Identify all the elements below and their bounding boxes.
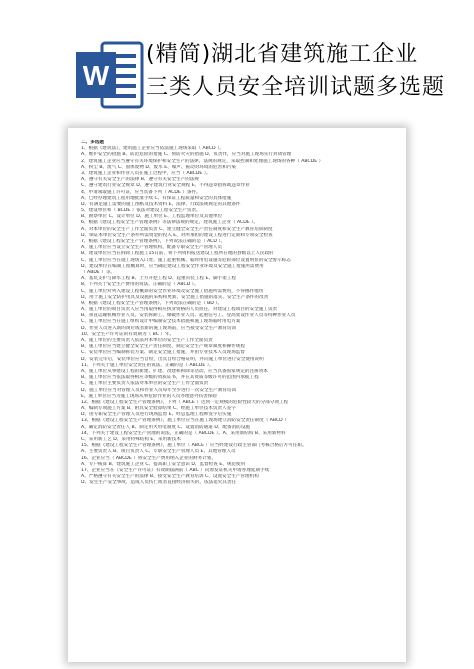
document-line: 3、建筑施工企业和作业人员在施工过程中，应当（ ABCDE ）。 xyxy=(81,170,211,176)
document-line: B、垂直运输机械作业人员、安装拆卸工、爆破作业人员、起重信号工、登高架设作业人员等特种作业人员 xyxy=(81,313,296,319)
document-line: D、由专职安全生产管理人员进行现场监督 E、经总监理工程师签字后实施 xyxy=(81,412,232,418)
document-line: D、有满足施工需要的施工图纸及技术资料 E、法律、行政法规规定的其他条件 xyxy=(81,201,241,207)
document-line: 11、下列关于施工单位安全责任的说法，正确的是（ ABCDE ）。 xyxy=(81,362,214,368)
document-line: D、保证本单位安全生产条件所需资金的投入 E、对所承担的建设工程进行定期和专项安全检查 xyxy=(81,232,273,238)
document-line: A、严格遵守有关安全生产的法律 B、接受安全生产教育培训 C、设置安全生产管理机构 xyxy=(81,474,259,480)
document-line: C、施工单位应当在施工组织设计中编制安全技术措施和施工现场临时用电方案 xyxy=(81,319,241,325)
document-line: D、用于施工安全防护用具及设施的采购和更新、安全施工措施的落实、安全生产条件的改善 xyxy=(81,294,269,300)
document-line: 7、根据《建设工程安全生产管理条例》，下列说法正确的是（ ACD ）。 xyxy=(81,239,226,244)
page-title xyxy=(146,38,445,104)
document-line: 6、根据《建设工程安全生产管理条例》等法律法规的规定，建筑施工企业（ ACDE ）。 xyxy=(81,220,259,226)
section-heading: 二、多选题 xyxy=(81,140,104,145)
document-line: C、施工单位应当在施工现场入口处、施工起重机械、临时用电设施等危险部位设置明显的安全警示标志 xyxy=(81,257,291,263)
document-line: （ ABDE ）等。 xyxy=(81,269,116,275)
document-line: A、维护安全的措施 B、防范危险的措施 C、预防火灾的措施 D、负责作，应当对施工现场实行封闭管理 xyxy=(81,152,292,158)
document-line: 1、根据《建筑法》，建筑施工企业应当依法施工现场采取（ ABCD ）。 xyxy=(81,146,224,152)
document-line: D、安装完毕后，安装单位应当自检，出具自检合格证明，并向施工单位进行安全使用说明 xyxy=(81,356,264,362)
document-line: D、建设单位在编制工程概算时，应当确定建设工程安全作业环境及安全施工措施所需费用 xyxy=(81,263,264,269)
document-line: 17、企业应当在《安全生产许可证》有效期届满前（ ABC ）向原发证机关申请办理延期手续 xyxy=(81,467,270,473)
document-line: 8、下列关于安全生产费用的说法，正确的是（ ABCD ）。 xyxy=(81,282,199,288)
document-line: A、编制专项施工方案 B、附具安全验算结果 C、经施工单位技术负责人签字 xyxy=(81,406,236,412)
document-line: 10、安全生产许可证的有效期为（ BC ）年。 xyxy=(81,331,175,337)
document-body xyxy=(68,128,406,487)
document-line: A、施工单位的主要负责人依法对本单位的安全生产工作全面负责 xyxy=(81,338,213,343)
document-line: C、遵守建筑行业安全规章 D、遵守建筑行业安全规程 E、不得违章指挥或违章作业 xyxy=(81,183,250,189)
title-line-2: 三类人员安全培训试题多选题 xyxy=(146,75,446,100)
document-line: 13、根据《建设工程安全生产管理条例》，施工单位应当在施工现场建立消防安全责任制度（ ABCD ） xyxy=(81,418,289,424)
document-line: A、施工单位应当设立安全生产管理机构，配备专职安全生产管理人员 xyxy=(81,245,222,251)
document-line: A、粉尘 B、废气 C、固体废物 D、废水 E、噪声、振动对环境的危害和污染 xyxy=(81,164,237,170)
document-line: A、对本单位的安全生产工作全面负责 C、建立健全安全生产责任制度和安全生产教育培训制度 xyxy=(81,226,273,232)
document-line: B、建设单位应当在拆除工程施工15日前，将下列资料报送建设工程所在地的县级以上人民政府 xyxy=(81,251,274,257)
document-line: 16、企业应当（ ABCDE ）将安全生产费用纳入企业的财务计划。 xyxy=(81,455,216,461)
document-line: A、确定消防安全责任人 B、制定用火用电制度 C、设置消防通道 D、配备消防设施 xyxy=(81,424,251,430)
document-line: A、施工单位从事建设工程的新建、扩建、改建和拆除等活动，应当具备国家规定的注册资本 xyxy=(81,368,268,374)
document-line: C、施工单位对列入建设工程概算的安全作业环境及安全施工措施所需费用，不得挪作他用 xyxy=(81,288,264,294)
document-line: 9、根据《建设工程安全生产管理条例》，下列说法正确的是（ BD ）。 xyxy=(81,300,223,306)
document-line: 4、申请领取施工许可证，应当具备下列（ ACDE ）条件。 xyxy=(81,189,201,195)
document-line: A、已经办理建筑工程用地批准手续 C、有保证工程质量和安全的具体措施 xyxy=(81,195,232,201)
document-line: C、采用新工艺 D、采用特殊结构 E、采用新技术 xyxy=(81,437,181,442)
document-line: B、施工单位应当建立健全安全生产责任制度，制定安全生产规章制度和操作规程 xyxy=(81,344,245,350)
document-line: A、遵守有关安全生产的法律 B、遵守有关安全生产的法规 xyxy=(81,177,200,183)
document-line: A、基坑支护与降水工程 B、土方开挖工程 D、起重吊装工程 E、脚手架工程 xyxy=(81,276,236,282)
document-line: A、专户核算 B、建筑施工企业 C、提高职工安全意识 D、监督检查 E、规范使用 xyxy=(81,461,246,467)
document-line: D、发生生产安全事故，造成人员伤亡或者直接经济损失的，依法追究其责任 xyxy=(81,480,237,486)
document-line: 12、根据《建设工程安全生产管理条例》，下列（ ABCE ）达到一定规模的危险性较大的分部分项工程 xyxy=(81,399,289,405)
document-line: C、施工单位主要负责人依法对本单位的安全生产工作全面负责 xyxy=(81,381,209,387)
document-page-preview[interactable] xyxy=(68,128,406,662)
word-icon-letter: W xyxy=(82,60,110,91)
document-line: 14、下列关于建设工程安全生产管理的说法，正确的是（ ABCDE ）。A、采用新结构 B、采用新材料 xyxy=(81,430,286,436)
document-line: A、主要负责人 B、项目负责人 C、专职安全生产管理人员 E、其他管理人员 xyxy=(81,449,236,455)
word-document-icon xyxy=(74,39,144,111)
document-line: A、施工单位的项目负责人应当由取得相应执业资格的人员担任，对建设工程项目的安全施工负责 xyxy=(81,307,278,313)
title-line-1: (精简)湖北省建筑施工企业 xyxy=(146,42,419,67)
document-line: D、作业人员进入新的岗位或者新的施工现场前，应当接受安全生产教育培训 xyxy=(81,325,237,331)
document-line: 15、根据《建设工程安全生产管理条例》，施工单位（ ABCE ）应当经建设行政主管部门考核合格后方可任职。 xyxy=(81,443,307,449)
document-line: D、施工单位应当对管理人员和作业人员每年至少进行一次安全生产教育培训 xyxy=(81,387,237,393)
document-line: B、勘察单位 C、设计单位 D、施工单位 E、工程监理单位及其他单位 xyxy=(81,214,223,220)
document-line: 5、建设单位和（ BCDE ）依法对建设工程安全生产负责。 xyxy=(81,208,201,214)
document-line: B、施工单位应当依法取得相应等级的资质证书，并在其资质等级许可的范围内承揽工程 xyxy=(81,375,259,381)
document-line: E、施工单位应当为施工现场从事危险作业的人员办理意外伤害保险 xyxy=(81,393,218,399)
document-line: C、安装单位应当编制拆装方案、制定安全施工措施，并由专业技术人员现场监督 xyxy=(81,350,245,356)
document-line: 2、建筑施工企业应当遵守有关环境保护和安全生产的法律、法规的规定，采取控制和处理施工现场的各种（ ABCDE ） xyxy=(81,158,324,164)
